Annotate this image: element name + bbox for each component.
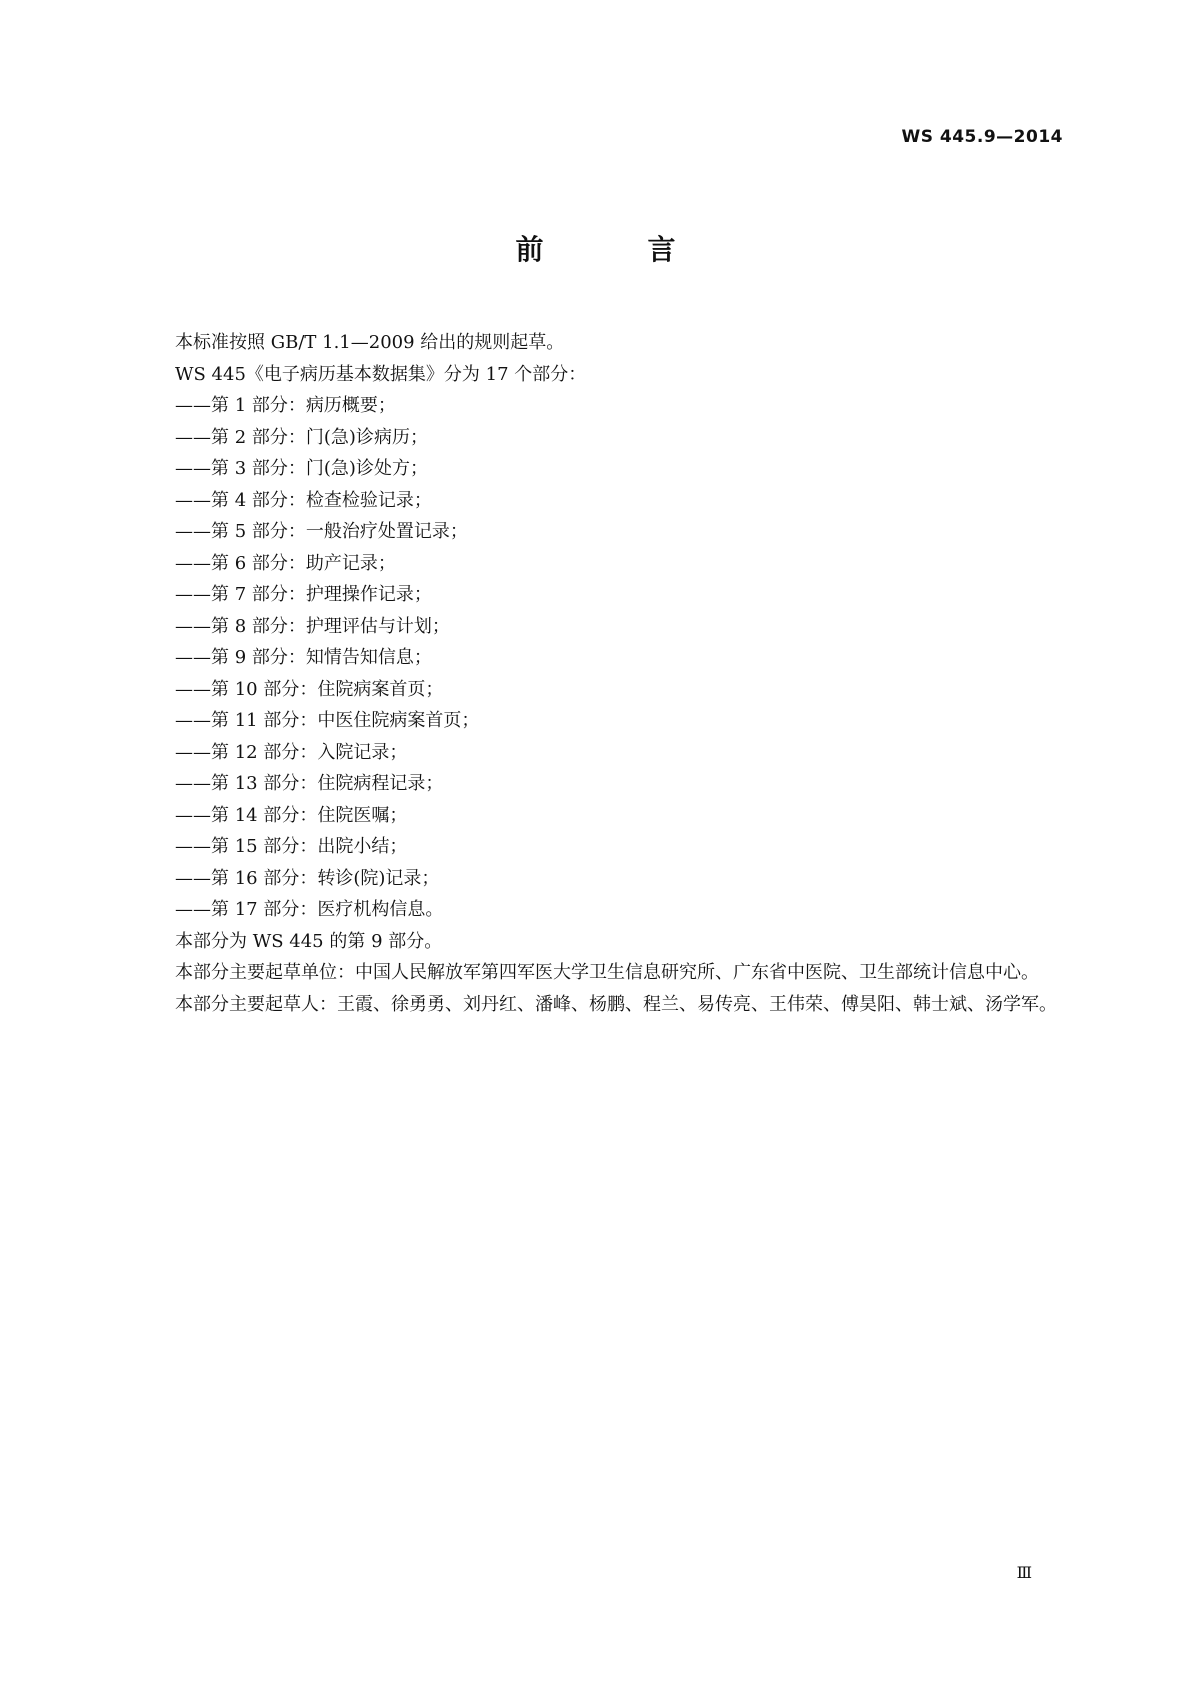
list-item: ——第 10 部分：住院病案首页； bbox=[175, 678, 444, 700]
list-item: ——第 8 部分：护理评估与计划； bbox=[175, 615, 450, 637]
foreword-body bbox=[125, 327, 1065, 1020]
paragraph-drafters: 本部分主要起草人：王霞、徐勇勇、刘丹红、潘峰、杨鹏、程兰、易传亮、王伟荣、傅昊阳、韩士斌、汤学军。 bbox=[175, 993, 1057, 1015]
paragraph-parts-intro: WS 445《电子病历基本数据集》分为 17 个部分： bbox=[175, 363, 587, 385]
list-item: ——第 1 部分：病历概要； bbox=[175, 395, 396, 416]
list-item: ——第 17 部分：医疗机构信息。 bbox=[175, 899, 444, 920]
paragraph-drafting-rules: 本标准按照 GB/T 1.1—2009 给出的规则起草。 bbox=[175, 332, 565, 353]
paragraph-drafting-units: 本部分主要起草单位：中国人民解放军第四军医大学卫生信息研究所、广东省中医院、卫生部统计信息中心。 bbox=[175, 962, 1039, 983]
list-item: ——第 11 部分：中医住院病案首页； bbox=[175, 710, 480, 731]
page-title: 前 言 bbox=[515, 233, 714, 266]
list-item: ——第 12 部分：入院记录； bbox=[175, 741, 408, 763]
page-number: Ⅲ bbox=[1016, 1563, 1032, 1582]
list-item: ——第 15 部分：出院小结； bbox=[175, 836, 408, 857]
list-item: ——第 5 部分：一般治疗处置记录； bbox=[175, 521, 468, 542]
list-item: ——第 13 部分：住院病程记录； bbox=[175, 773, 444, 794]
standard-number: WS 445.9—2014 bbox=[901, 127, 1063, 147]
list-item: ——第 7 部分：护理操作记录； bbox=[175, 584, 432, 605]
list-item: ——第 9 部分：知情告知信息； bbox=[175, 647, 432, 668]
list-item: ——第 2 部分：门(急)诊病历； bbox=[175, 426, 428, 448]
list-item: ——第 16 部分：转诊(院)记录； bbox=[175, 867, 440, 889]
parts-list bbox=[125, 390, 1065, 926]
list-item: ——第 3 部分：门(急)诊处方； bbox=[175, 458, 428, 479]
list-item: ——第 14 部分：住院医嘱； bbox=[175, 804, 408, 826]
list-item: ——第 6 部分：助产记录； bbox=[175, 552, 396, 574]
paragraph-part-statement: 本部分为 WS 445 的第 9 部分。 bbox=[175, 930, 443, 952]
list-item: ——第 4 部分：检查检验记录； bbox=[175, 489, 432, 511]
